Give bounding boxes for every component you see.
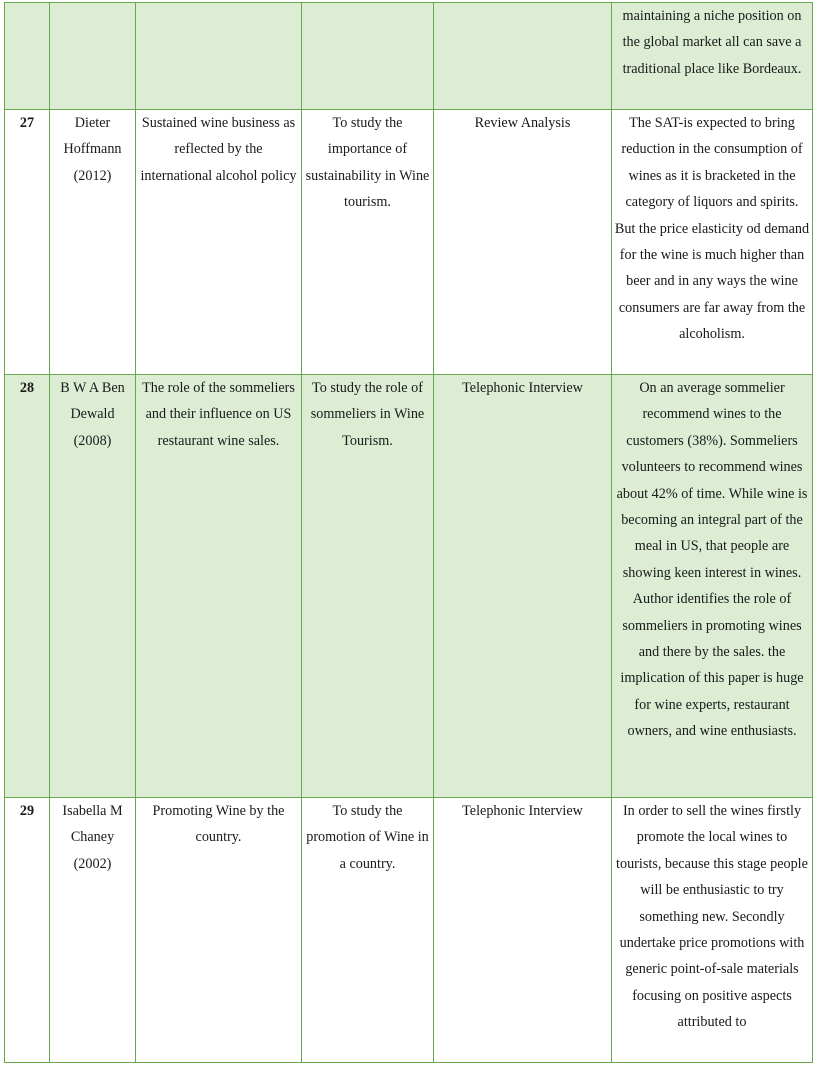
row-number-cell [5,3,50,110]
methodology-cell [434,3,612,110]
table-row [5,375,813,798]
methodology-cell: Telephonic Interview [434,798,612,1063]
table-row [5,798,813,1063]
author-cell: B W A Ben Dewald (2008) [50,375,136,798]
findings-cell: In order to sell the wines firstly promote the local wines to tourists, because this stage people will be enthusiastic to try something new. Secondly undertake price promotions with generic point-of-sale materials focusing on positive aspects attributed to [612,798,813,1063]
title-cell [136,3,302,110]
findings-cell: The SAT-is expected to bring reduction in the consumption of wines as it is bracketed in the category of liquors and spirits. But the price elasticity od demand for the wine is much higher than beer and in any ways the wine consumers are far away from the alcoholism. [612,110,813,375]
author-cell [50,3,136,110]
row-number-cell: 29 [5,798,50,1063]
row-number-cell: 28 [5,375,50,798]
findings-cell: On an average sommelier recommend wines to the customers (38%). Sommeliers volunteers to recommend wines about 42% of time. While wine is becoming an integral part of the meal in US, that people are showing keen interest in wines. Author identifies the role of sommeliers in promoting wines and there by the sales. the implication of this paper is huge for wine experts, restaurant owners, and wine enthusiasts. [612,375,813,798]
literature-review-table [4,2,813,1063]
table-row [5,3,813,110]
title-cell: The role of the sommeliers and their influence on US restaurant wine sales. [136,375,302,798]
title-cell: Sustained wine business as reflected by the international alcohol policy [136,110,302,375]
objective-cell: To study the role of sommeliers in Wine Tourism. [302,375,434,798]
author-cell: Dieter Hoffmann (2012) [50,110,136,375]
row-number-cell: 27 [5,110,50,375]
objective-cell: To study the promotion of Wine in a country. [302,798,434,1063]
title-cell: Promoting Wine by the country. [136,798,302,1063]
table-row [5,110,813,375]
findings-cell: maintaining a niche position on the global market all can save a traditional place like Bordeaux. [612,3,813,110]
author-cell: Isabella M Chaney (2002) [50,798,136,1063]
objective-cell [302,3,434,110]
methodology-cell: Review Analysis [434,110,612,375]
objective-cell: To study the importance of sustainability in Wine tourism. [302,110,434,375]
methodology-cell: Telephonic Interview [434,375,612,798]
